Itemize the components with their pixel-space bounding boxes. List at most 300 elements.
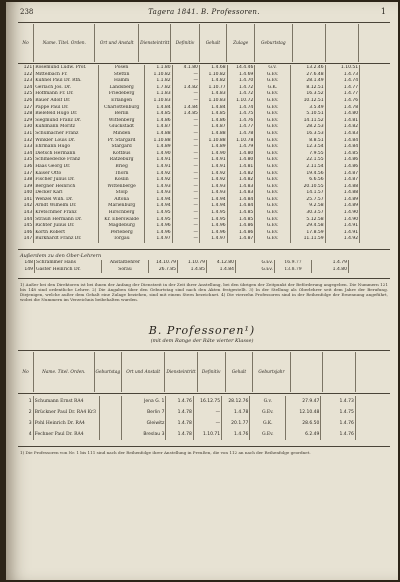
table-cell: — — [172, 72, 199, 79]
table-cell: 8.12.51 — [290, 85, 325, 92]
table-cell: 4.1.80 — [172, 65, 199, 72]
table1-end-rule — [18, 249, 390, 250]
table-cell: 122 — [23, 71, 33, 77]
table-cell: 1.4.86 — [227, 230, 255, 237]
table-cell: 1.4.76 — [321, 429, 355, 440]
table-row — [18, 230, 398, 237]
table-cell — [100, 407, 122, 418]
table-cell: G.K. — [255, 85, 290, 92]
table-cell: 3 — [28, 421, 32, 426]
table-cell: 1.10.83 — [199, 98, 227, 105]
table-cell: G.Ev. — [255, 72, 290, 79]
table1b-label: Außerdem zu den Ober-Lehrern — [20, 253, 102, 259]
table-cell — [360, 177, 398, 184]
table-cell: Berlin — [99, 111, 145, 118]
column-header: Ort und Anstalt — [122, 352, 165, 392]
table-cell: 1.4.84 — [325, 138, 360, 145]
table-cell: 1.1.82 — [144, 78, 172, 85]
table-cell: G.Ev. — [255, 230, 290, 237]
table-cell: 143 — [23, 210, 33, 216]
table-cell: 1.4.95 — [144, 210, 172, 217]
table-row — [18, 429, 398, 440]
table-cell: Richter Julius Dr. — [34, 223, 99, 230]
table-cell: 1 — [28, 399, 32, 404]
table-cell: — — [172, 138, 199, 145]
table-cell: 136 — [23, 163, 33, 169]
page-number: 238 — [20, 8, 34, 16]
table-cell: 2 — [28, 410, 32, 415]
table-cell — [360, 124, 398, 131]
table-cell: 1.4.76 — [325, 98, 360, 105]
table-cell: 16.9.77 — [275, 260, 312, 267]
table-cell: 1.4.84 — [227, 203, 255, 210]
page-header — [18, 8, 390, 20]
table-cell: Schumann Ernst RA4 — [33, 396, 100, 407]
table-cell: — — [172, 190, 199, 197]
table-cell: 1.4.80 — [227, 151, 255, 158]
footnote-1: 1) Außer bei den Direktoren ist bei ihnen der Anfang der Dienstzeit in der Zeit ihrer Anstellung, bei den übrigen der Zeitpunkt der Beförderung angegeben. Die Nummern 121 bis 148 sind ordentliche Lehrer. 2) Die Angaben über den Geburtstag sind nach den Akten festgestellt. 3) In der Stellung als Oberlehrer seit dem Jahre der Berufung. Diejenigen, welche außer dem Gehalt eine Zulage beziehen, sind mit einem Stern bezeichnet. 4) Die vierzehn Professoren sind in der Reihenfolge der Ernennung angeführt, wobei die Nummern im Verzeichnis beibehalten wurden. — [20, 282, 388, 303]
table-row — [18, 111, 398, 118]
table-row — [18, 203, 398, 210]
table-cell: 1.4.93 — [144, 184, 172, 191]
table-cell — [360, 171, 398, 178]
table-cell: 1.4.89 — [199, 144, 227, 151]
table-cell: 1.4.88 — [144, 131, 172, 138]
table-cell: 121 — [23, 65, 33, 70]
table-cell: G.Ev. — [255, 157, 290, 164]
table-cell: 11.11.59 — [290, 236, 325, 243]
table-cell: G.Ev. — [255, 190, 290, 197]
table-cell: 1.4.91 — [325, 230, 360, 237]
table-cell: — — [172, 177, 199, 184]
column-header: Gehalt — [225, 352, 252, 392]
table-cell: — — [193, 418, 221, 429]
table-cell: Kottbus — [99, 151, 145, 158]
table-cell — [360, 223, 398, 230]
table-cell: 1.4.86 — [325, 157, 360, 164]
table-cell: Pr. Stargard — [99, 138, 145, 145]
table-cell — [360, 118, 398, 125]
table-cell — [360, 151, 398, 158]
table-row — [18, 171, 398, 178]
table-cell: Glückstadt — [99, 124, 145, 131]
table-cell: 1.4.94 — [199, 197, 227, 204]
table-cell: 13.2.46 — [290, 65, 325, 72]
table-cell: 138 — [23, 177, 33, 183]
table-cell: 20.10.55 — [290, 184, 325, 191]
table-cell: Schrammer Hans — [35, 260, 102, 267]
table-cell: 1.4.72 — [227, 91, 255, 98]
table-cell: 5.10.51 — [290, 111, 325, 118]
table-cell: — — [172, 124, 199, 131]
table-cell: 1.10.51 — [325, 65, 360, 72]
table-cell — [360, 138, 398, 145]
table-cell: Torgau — [99, 236, 145, 243]
table-cell: 28.1.49 — [290, 78, 325, 85]
table-cell: 1.4.78 — [166, 418, 193, 429]
table-cell: Hirschberg — [99, 210, 145, 217]
table-cell: 1.4.82 — [325, 124, 360, 131]
table-cell: 28.6.50 — [286, 418, 321, 429]
table-cell: 1.4.81 — [227, 164, 255, 171]
table-cell: 131 — [23, 130, 33, 136]
table-cell: 1.4.79 — [312, 260, 349, 267]
table-cell: G.Ev. — [255, 91, 290, 98]
table-cell: 1.4.90 — [199, 151, 227, 158]
table-cell: G.v. — [250, 396, 286, 407]
table-cell — [349, 260, 394, 267]
table-cell: 145 — [23, 223, 33, 229]
table-cell: 1.10.88 — [199, 138, 227, 145]
table-cell: Landsberg — [99, 85, 145, 92]
table-cell: 124 — [23, 84, 33, 90]
column-header: No — [22, 369, 29, 375]
table-cell: 1.4.83 — [227, 190, 255, 197]
table-cell — [360, 197, 398, 204]
table-cell: Körth Robert — [34, 230, 99, 237]
table-cell: Arndt Wilhelm Dr. — [34, 203, 99, 210]
table-cell: 1.4.95 — [199, 217, 227, 224]
table-cell: 1.4.77 — [227, 124, 255, 131]
table-row — [18, 157, 398, 164]
table-cell: 1.10.77 — [199, 85, 227, 92]
table-cell: 26.7.85 — [149, 267, 178, 274]
table-cell: — — [172, 210, 199, 217]
table-row — [18, 105, 398, 112]
table-cell: Minden — [99, 131, 145, 138]
table-cell: 14.10.79 — [149, 260, 178, 267]
table-cell: G.Ev. — [255, 217, 290, 224]
table-cell: G.Ev. — [255, 138, 290, 145]
table-cell: 29.4.58 — [290, 223, 325, 230]
table-cell: Kühnel Paul Dr. Rth. — [34, 78, 99, 85]
table-cell: 1.4.93 — [199, 184, 227, 191]
column-header: Zulage — [227, 24, 255, 62]
table-cell: 1.4.94 — [144, 203, 172, 210]
table-cell: 129 — [23, 117, 33, 123]
table-cell: Charlottenburg — [99, 105, 145, 112]
table-row — [18, 144, 398, 151]
table-cell: 127 — [23, 104, 33, 110]
table-cell: 14.4.46 — [227, 65, 255, 72]
table1b-end-rule — [18, 278, 390, 279]
table-cell: G.Ev. — [255, 236, 290, 243]
table-cell: — — [172, 98, 199, 105]
table-cell: 141 — [23, 196, 33, 202]
table-cell: Kr. Eberswalde — [99, 217, 145, 224]
table-cell: — — [172, 236, 199, 243]
table-cell: 1.4.75 — [321, 407, 355, 418]
table-cell: 1.4.91 — [144, 157, 172, 164]
table-cell: 134 — [23, 150, 33, 156]
table-cell: — — [172, 144, 199, 151]
table-cell: 16.3.53 — [290, 131, 325, 138]
table-cell: — — [172, 118, 199, 125]
table-cell: Gaster Heinrich Dr. — [35, 267, 102, 274]
table-cell: 13.8.79 — [275, 267, 312, 274]
table-cell: 28.12.76 — [222, 396, 250, 407]
table-cell — [360, 85, 398, 92]
table-row — [18, 267, 393, 274]
column-header — [323, 352, 356, 392]
table-row — [18, 151, 398, 158]
table-cell: 1.10.82 — [144, 72, 172, 79]
table-cell: G.Ev. — [255, 105, 290, 112]
table-cell: G.Ev. — [250, 407, 286, 418]
table-cell: 148 — [24, 260, 33, 265]
table-cell: Gleiwitz — [122, 418, 166, 429]
table-cell: Bauer Adolf Dr. — [34, 98, 99, 105]
column-header: Name. Titel. Orden. — [34, 24, 95, 62]
table-cell: G.Ev. — [255, 164, 290, 171]
table-cell: 125 — [23, 91, 33, 97]
table-cell: G.Ev. — [255, 203, 290, 210]
table-cell: 1.4.84 — [172, 105, 199, 112]
table-cell: 126 — [23, 97, 33, 103]
footnote-2: 1) Die Professoren von Nr. 1 bis 111 sind nach der Reihenfolge ihrer Anstellung in Preußen, die von 112 an nach der Reihenfolge geordnet. — [20, 450, 311, 455]
table-cell: 1.4.82 — [227, 171, 255, 178]
table-cell: — — [172, 197, 199, 204]
table-cell: 1.4.88 — [325, 184, 360, 191]
table-cell: 1.4.82 — [227, 177, 255, 184]
table-cell: G.Ev. — [255, 144, 290, 151]
table-cell: 1.4.97 — [144, 236, 172, 243]
table-cell: 1.4.88 — [325, 190, 360, 197]
table-cell: 16.3.52 — [290, 91, 325, 98]
table-cell: 1.4.70 — [227, 78, 255, 85]
table-cell: 6.2.49 — [286, 429, 321, 440]
table-cell: Dietsch Hermann — [34, 151, 99, 158]
table-cell: 1.4.86 — [199, 118, 227, 125]
table-cell — [360, 91, 398, 98]
table-cell — [360, 105, 398, 112]
table-cell: 1.10.83 — [144, 98, 172, 105]
table-cell — [360, 65, 398, 72]
table-cell: Decker Karl — [34, 190, 99, 197]
table-row — [18, 124, 398, 131]
table-cell: Stettin — [99, 72, 145, 79]
table-cell: G.Ev. — [236, 267, 275, 274]
table-cell: 1.10.82 — [199, 72, 227, 79]
table-cell: Wittenberg — [99, 118, 145, 125]
table-row — [18, 78, 398, 85]
table-cell: 9.2.58 — [290, 203, 325, 210]
column-header: Geburtsjahr — [253, 352, 291, 392]
table-cell: G.Ev. — [250, 429, 286, 440]
table-cell: 140 — [23, 190, 33, 196]
table-cell: 1.10.79 — [178, 260, 207, 267]
table-cell: Erlangen — [99, 98, 145, 105]
table-cell: G.Ev. — [255, 197, 290, 204]
table-cell: 1.4.78 — [227, 131, 255, 138]
table-cell — [360, 184, 398, 191]
table-cell: Friedeberg — [99, 91, 145, 98]
table-cell: 27.9.47 — [286, 396, 321, 407]
table-cell: — — [172, 184, 199, 191]
table-cell — [360, 217, 398, 224]
table-cell: — — [193, 407, 221, 418]
table-cell: Mittelbach Fr. — [34, 72, 99, 79]
table-cell: Posen — [99, 65, 145, 72]
table-cell: Siegmund Franz Dr. — [34, 118, 99, 125]
table-row — [18, 138, 398, 145]
table-cell: 1.10.88 — [144, 138, 172, 145]
table-cell: Brieg — [99, 164, 145, 171]
table-cell — [355, 396, 398, 407]
table-cell: 1.4.94 — [144, 197, 172, 204]
column-header: Gehalt — [199, 24, 227, 62]
table-cell: Strauß Hermann Dr. — [34, 217, 99, 224]
table-cell: 25.7.57 — [290, 197, 325, 204]
table-cell: G.Ev. — [255, 124, 290, 131]
section-title: B. Professoren¹) — [148, 324, 256, 337]
table-row — [18, 223, 398, 230]
table-cell: Thorn — [99, 171, 145, 178]
table-cell: 1.4.72 — [227, 85, 255, 92]
table-row — [18, 177, 398, 184]
table-row — [18, 197, 398, 204]
table-cell: 1.4.83 — [325, 131, 360, 138]
table-cell: — — [172, 230, 199, 237]
table-cell: 1.4.80 — [325, 111, 360, 118]
table1-header — [18, 24, 398, 62]
table-cell: 1.4.89 — [325, 197, 360, 204]
table-cell: 1.4.83 — [227, 184, 255, 191]
table-cell: 1.4.83 — [199, 91, 227, 98]
table-cell: Jena G. 1 — [122, 396, 166, 407]
table-cell — [355, 418, 398, 429]
table-cell: G.Ev. — [255, 111, 290, 118]
table-cell: G.v. — [255, 65, 290, 72]
table-cell: 14.11.52 — [290, 118, 325, 125]
table-cell — [360, 111, 398, 118]
table-cell: G.Ev. — [255, 223, 290, 230]
table-cell: 20.1.77 — [222, 418, 250, 429]
table-cell: 1.4.93 — [144, 190, 172, 197]
table-cell: 1.4.85 — [172, 111, 199, 118]
table-cell: Wittenberge — [99, 184, 145, 191]
table-cell: 1.4.84 — [199, 105, 227, 112]
table-cell: — — [172, 91, 199, 98]
table1-body — [18, 65, 398, 243]
table-cell: 1.4.85 — [178, 267, 207, 274]
table-cell: Wenzel Wilh. Dr. — [34, 197, 99, 204]
table-cell: 128 — [23, 111, 33, 117]
table-cell: 1.4.77 — [325, 91, 360, 98]
table-cell: 146 — [23, 229, 33, 235]
table-cell: 16.12.75 — [193, 396, 221, 407]
table-cell: — — [172, 78, 199, 85]
table-cell: 1.4.74 — [227, 105, 255, 112]
table-cell: 1.4.94 — [199, 203, 227, 210]
table-cell: 1.4.90 — [144, 151, 172, 158]
column-header: Definitiv — [197, 352, 225, 392]
table-cell: 1.4.84 — [325, 144, 360, 151]
table-row — [18, 217, 398, 224]
table-cell: 1.4.75 — [227, 111, 255, 118]
table-cell: 3.5.49 — [290, 105, 325, 112]
table-cell: 123 — [23, 78, 33, 84]
running-title: Tagera 1841. B. Professoren. — [148, 8, 260, 16]
table-cell: Köslin — [99, 177, 145, 184]
table-cell — [360, 210, 398, 217]
table-row — [18, 407, 398, 418]
table-cell: 1.4.96 — [199, 230, 227, 237]
table-cell: 1.4.90 — [325, 217, 360, 224]
table-cell: 147 — [23, 236, 33, 242]
table-cell: — — [172, 157, 199, 164]
table-cell: Pappe Paul Dr. — [34, 105, 99, 112]
table-cell: 1.10.78 — [227, 138, 255, 145]
table-cell: — — [172, 164, 199, 171]
table-cell: Fischer Julius Dr. — [34, 177, 99, 184]
table2-end-rule — [18, 446, 390, 447]
table-cell: 5.12.58 — [290, 217, 325, 224]
table-cell: 1.4.80 — [227, 157, 255, 164]
table-row — [18, 118, 398, 125]
table-cell — [349, 267, 394, 274]
column-header: Diensteintritt — [165, 352, 197, 392]
table-cell — [360, 236, 398, 243]
table-cell: Fechner Paul Dr. RA4 — [33, 429, 100, 440]
table-cell: 1.4.78 — [166, 407, 193, 418]
table-row — [18, 184, 398, 191]
table-cell: 1.4.81 — [325, 118, 360, 125]
column-header: No — [22, 40, 29, 46]
table-cell: 8.8.51 — [290, 138, 325, 145]
table-cell: 1.4.96 — [144, 230, 172, 237]
table-cell — [360, 98, 398, 105]
table-cell: Bergner Heinrich — [34, 184, 99, 191]
column-header: Diensteintritt — [139, 24, 171, 62]
table-cell: — — [172, 203, 199, 210]
table-cell: Brückner Paul Dr. RA4 Kr3 — [33, 407, 100, 418]
table-cell: 1.4.77 — [325, 85, 360, 92]
table-cell: 1.4.96 — [144, 223, 172, 230]
table-cell: 1.4.92 — [199, 171, 227, 178]
table-cell — [355, 407, 398, 418]
column-header: Name. Titel. Orden. — [33, 352, 94, 392]
table-cell: 19.4.56 — [290, 171, 325, 178]
table-cell: 1.4.92 — [144, 171, 172, 178]
table-cell: 1.4.88 — [199, 131, 227, 138]
table-cell: G.Ev. — [255, 177, 290, 184]
table-cell: 1.4.85 — [144, 111, 172, 118]
table-row — [18, 260, 393, 267]
table-cell: 17.8.59 — [290, 230, 325, 237]
table-cell: Schumacher Franz — [34, 131, 99, 138]
table-cell: 1.4.68 — [199, 65, 227, 72]
table-cell: G.Ev. — [255, 118, 290, 125]
table2-header-rule — [18, 393, 390, 394]
table-cell: 27.6.48 — [290, 72, 325, 79]
column-header: Geburtstag — [94, 352, 122, 392]
table-cell: 1.4.92 — [325, 236, 360, 243]
table-row — [18, 131, 398, 138]
table-cell: Stargard — [99, 144, 145, 151]
column-header — [292, 24, 325, 62]
table-row — [18, 210, 398, 217]
table-cell: Anstaltlehrer — [102, 260, 149, 267]
table-cell: Berlin 7 — [122, 407, 166, 418]
table-cell: 133 — [23, 144, 33, 150]
table-cell: Kretschmer Franz — [34, 210, 99, 217]
table-cell: — — [172, 217, 199, 224]
table-cell: Breslau 3 — [122, 429, 166, 440]
table-cell — [360, 230, 398, 237]
table-cell: 1.4.92 — [199, 177, 227, 184]
table-cell: 1.4.87 — [227, 236, 255, 243]
